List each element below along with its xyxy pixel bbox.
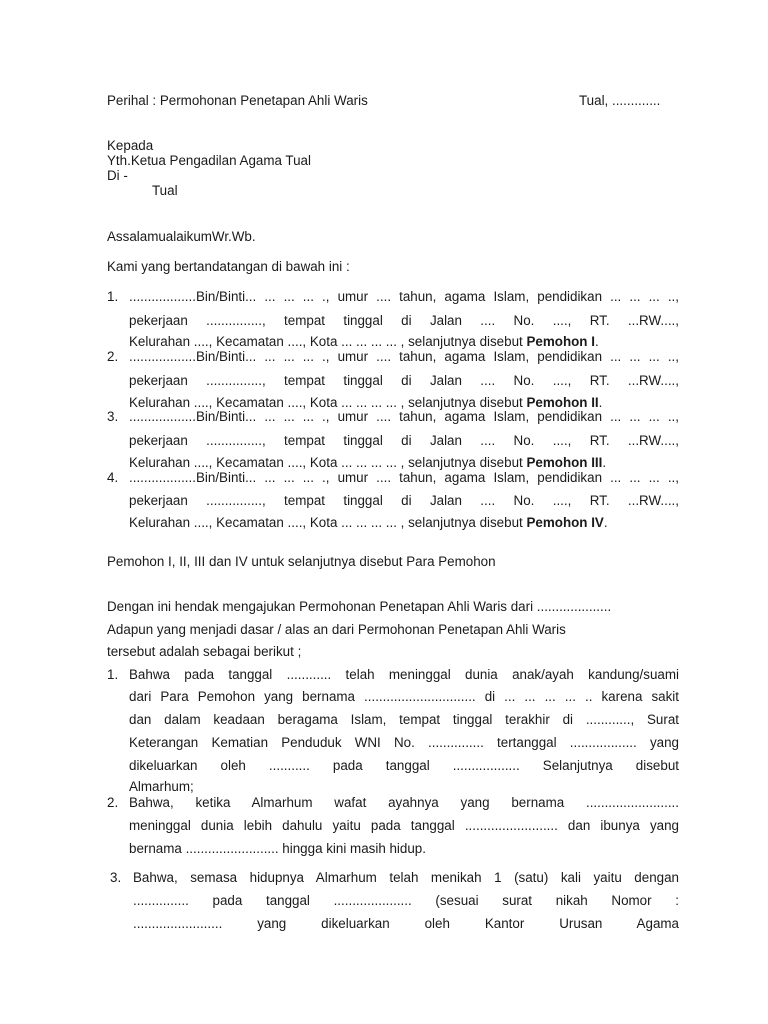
applicant-label: Pemohon IV	[526, 515, 604, 530]
reason-line: Bahwa pada tanggal ............ telah meninggal dunia anak/ayah kandung/suami	[129, 667, 679, 682]
applicant-label: Pemohon II	[526, 395, 599, 410]
item-number: 1.	[107, 289, 119, 304]
applicant-line: Kelurahan ...., Kecamatan ...., Kota ... ... ... ... , selanjutnya disebut Pemohon II.	[129, 395, 603, 410]
reason-line: Almarhum;	[129, 779, 194, 794]
reason-line: dari Para Pemohon yang bernama .............................. di ... ... ... ... .. karena sakit	[129, 689, 679, 704]
reason-line: dikeluarkan oleh ........... pada tanggal .................. Selanjutnya disebut	[129, 758, 679, 773]
reason-line: ........................ yang dikeluarkan oleh Kantor Urusan Agama	[133, 916, 679, 931]
applicant-label: Pemohon III	[526, 455, 603, 470]
para-pemohon-text: Pemohon I, II, III dan IV untuk selanjutnya disebut Para Pemohon	[107, 554, 496, 569]
item-number: 1.	[107, 667, 119, 682]
request-line: Dengan ini hendak mengajukan Permohonan Penetapan Ahli Waris dari ....................	[107, 599, 612, 614]
applicant-line: pekerjaan ..............., tempat tinggal di Jalan .... No. ...., RT. ...RW....,	[129, 433, 679, 448]
reason-line: Bahwa, semasa hidupnya Almarhum telah menikah 1 (satu) kali yaitu dengan	[133, 870, 679, 885]
intro-text: Kami yang bertandatangan di bawah ini :	[107, 259, 350, 274]
address-kepada: Kepada	[107, 138, 154, 153]
reason-line: bernama ......................... hingga kini masih hidup.	[129, 841, 426, 856]
reason-line: Bahwa, ketika Almarhum wafat ayahnya yang bernama .........................	[129, 795, 679, 810]
item-number: 2.	[107, 795, 119, 810]
item-number: 2.	[107, 349, 119, 364]
applicant-line: ..................Bin/Binti... ... ... ... ., umur .... tahun, agama Islam, pendidikan ... ... ... ..,	[129, 289, 679, 304]
reason-line: Keterangan Kematian Penduduk WNI No. ............... tertanggal .................. yang	[129, 735, 679, 750]
applicant-line: pekerjaan ..............., tempat tinggal di Jalan .... No. ...., RT. ...RW....,	[129, 313, 679, 328]
reason-line: ............... pada tanggal ..................... (sesuai surat nikah Nomor :	[133, 893, 679, 908]
place-date: Tual, .............	[579, 93, 661, 108]
applicant-line: ..................Bin/Binti... ... ... ... ., umur .... tahun, agama Islam, pendidikan ... ... ... ..,	[129, 349, 679, 364]
reason-line: meninggal dunia lebih dahulu yaitu pada tanggal ......................... dan ibunya yang	[129, 818, 679, 833]
applicant-line: Kelurahan ...., Kecamatan ...., Kota ... ... ... ... , selanjutnya disebut Pemohon I.	[129, 334, 599, 349]
address-recipient: Yth.Ketua Pengadilan Agama Tual	[107, 153, 311, 168]
subject-line: Perihal : Permohonan Penetapan Ahli Waris	[107, 93, 368, 108]
item-number: 3.	[110, 870, 122, 885]
applicant-line: ..................Bin/Binti... ... ... ... ., umur .... tahun, agama Islam, pendidikan ... ... ... ..,	[129, 470, 679, 485]
request-line: tersebut adalah sebagai berikut ;	[107, 644, 302, 659]
address-city: Tual	[152, 183, 178, 198]
applicant-line: Kelurahan ...., Kecamatan ...., Kota ... ... ... ... , selanjutnya disebut Pemohon III.	[129, 455, 607, 470]
item-number: 3.	[107, 409, 119, 424]
applicant-line: pekerjaan ..............., tempat tinggal di Jalan .... No. ...., RT. ...RW....,	[129, 373, 679, 388]
reason-line: dan dalam keadaan beragama Islam, tempat tinggal terakhir di ............, Surat	[129, 712, 679, 727]
item-number: 4.	[107, 470, 119, 485]
applicant-line: Kelurahan ...., Kecamatan ...., Kota ... ... ... ... , selanjutnya disebut Pemohon IV.	[129, 515, 608, 530]
greeting: AssalamualaikumWr.Wb.	[107, 229, 256, 244]
request-line: Adapun yang menjadi dasar / alas an dari Permohonan Penetapan Ahli Waris	[107, 622, 566, 637]
address-di: Di -	[107, 168, 128, 183]
applicant-line: pekerjaan ..............., tempat tinggal di Jalan .... No. ...., RT. ...RW....,	[129, 493, 679, 508]
applicant-line: ..................Bin/Binti... ... ... ... ., umur .... tahun, agama Islam, pendidikan ... ... ... ..,	[129, 409, 679, 424]
applicant-label: Pemohon I	[526, 334, 595, 349]
